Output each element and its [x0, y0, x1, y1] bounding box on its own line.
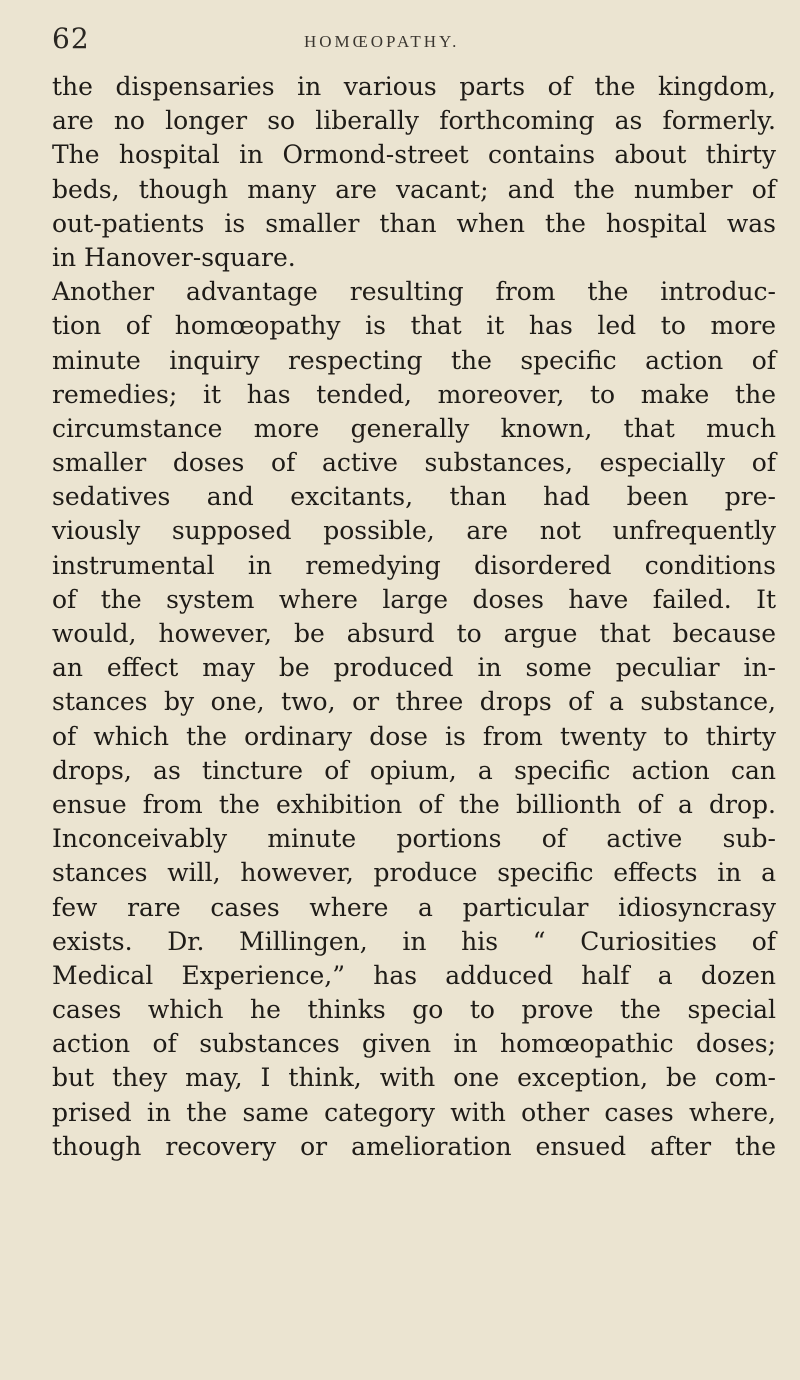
running-head [52, 22, 772, 56]
running-title: HOMŒOPATHY. [304, 32, 460, 51]
text-line: Inconceivably minute portions of active sub- [52, 824, 776, 854]
text-line: remedies; it has tended, moreover, to make the [52, 379, 776, 409]
text-line: minute inquiry respecting the specific action of [52, 345, 776, 375]
body-text [52, 70, 776, 1164]
text-line: though recovery or amelioration ensued after the [52, 1131, 776, 1161]
text-line: drops, as tincture of opium, a specific action can [52, 755, 776, 785]
text-line: in Hanover-square. [52, 242, 296, 272]
text-line: stances will, however, produce specific effects in a [52, 858, 776, 888]
text-line: out-patients is smaller than when the hospital was [52, 208, 776, 238]
text-line: of which the ordinary dose is from twenty to thirty [52, 721, 776, 751]
text-line: would, however, be absurd to argue that because [52, 619, 776, 648]
text-line: sedatives and excitants, than had been pre- [52, 482, 776, 512]
text-line: action of substances given in homœopathic doses; [52, 1029, 776, 1059]
text-line: Medical Experience,” has adduced half a dozen [52, 960, 776, 990]
text-line: The hospital in Ormond-street contains about thirty [52, 140, 776, 170]
text-line: tion of homœopathy is that it has led to more [52, 311, 776, 341]
text-line: smaller doses of active substances, especially of [52, 448, 776, 478]
text-line: viously supposed possible, are not unfrequently [52, 516, 776, 546]
text-line: circumstance more generally known, that much [52, 413, 776, 443]
text-line: of the system where large doses have failed. It [52, 584, 776, 614]
text-line: ensue from the exhibition of the billionth of a drop. [52, 789, 776, 819]
text-line: beds, though many are vacant; and the number of [52, 174, 776, 204]
text-line: instrumental in remedying disordered conditions [52, 550, 776, 580]
page-number: 62 [52, 22, 90, 55]
text-line: stances by one, two, or three drops of a substance, [52, 687, 776, 717]
text-line: few rare cases where a particular idiosyncrasy [52, 892, 776, 922]
text-line: an effect may be produced in some peculiar in- [52, 653, 776, 683]
text-line: but they may, I think, with one exception, be com- [52, 1063, 776, 1093]
text-line: Another advantage resulting from the introduc- [52, 277, 776, 307]
text-line: are no longer so liberally forthcoming as formerly. [52, 106, 776, 136]
text-line: cases which he thinks go to prove the special [52, 995, 776, 1025]
text-line: prised in the same category with other cases where, [52, 1097, 776, 1127]
text-line: exists. Dr. Millingen, in his “ Curiosities of [52, 926, 776, 956]
text-line: the dispensaries in various parts of the kingdom, [52, 72, 776, 101]
